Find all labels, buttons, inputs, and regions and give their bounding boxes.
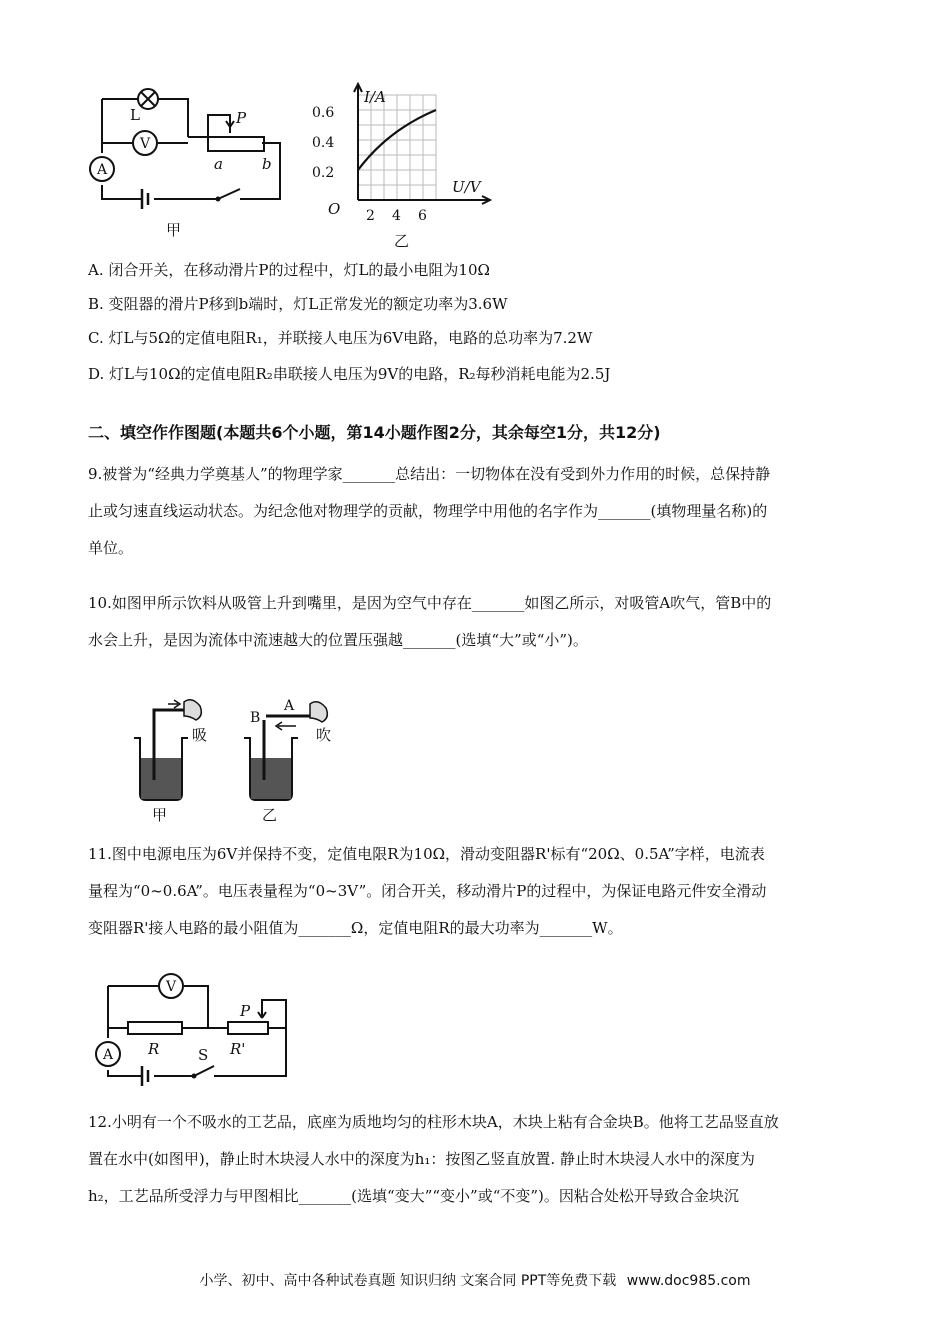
q10-line-1: 10.如图甲所示饮料从吸管上升到嘴里，是因为空气中存在_______如图乙所示，对吸管A吹气，管B中的 <box>88 594 772 612</box>
switch-label: S <box>198 1046 209 1064</box>
caption-yi-2: 乙 <box>262 806 278 824</box>
q12-line-3: h₂，工艺品所受浮力与甲图相比_______(选填“变大”“变小”或“不变”)。因粘合处松开导致合金块沉 <box>88 1187 739 1205</box>
footer-text: 小学、初中、高中各种试卷真题 知识归纳 文案合同 PPT等免费下载 <box>199 1273 617 1289</box>
svg-text:V: V <box>165 979 177 995</box>
graph-ylabel: I/A <box>364 88 386 106</box>
q11-line-2: 量程为“0~0.6A”。电压表量程为“0~3V”。闭合开关，移动滑片P的过程中，为保证电路元件安全滑动 <box>88 882 767 900</box>
end-b-label: b <box>262 155 272 173</box>
ytick-0: 0.6 <box>312 105 335 121</box>
ytick-2: 0.2 <box>312 165 335 181</box>
q11-line-3: 变阻器R'接人电路的最小阻值为_______Ω，定值电阻R的最大功率为_______W。 <box>88 919 623 937</box>
blow-label: 吹 <box>316 726 332 744</box>
section-heading: 二、填空作作图题(本题共6个小题，第14小题作图2分，其余每空1分，共12分) <box>88 423 661 442</box>
voltmeter-icon <box>133 131 157 155</box>
svg-text:A: A <box>102 1047 114 1063</box>
caption-yi: 乙 <box>394 232 410 250</box>
ammeter-icon <box>90 157 114 181</box>
xtick-2: 6 <box>418 208 427 224</box>
xtick-1: 4 <box>392 208 401 224</box>
q10-line-2: 水会上升，是因为流体中流速越大的位置压强越_______(选填“大”或“小”)。 <box>88 631 588 649</box>
q12-line-1: 12.小明有一个不吸水的工艺品，底座为质地均匀的柱形木块A，木块上粘有合金块B。他将工艺品竖直放 <box>88 1113 779 1131</box>
circuit-diagram-q11 <box>90 972 300 1087</box>
q9-line-2: 止或匀速直线运动状态。为纪念他对物理学的贡献，物理学中用他的名字作为_______(填物理量名称)的 <box>88 502 768 520</box>
option-c: C. 灯L与5Ω的定值电阻R₁，并联接人电压为6V电路，电路的总功率为7.2W <box>88 329 593 347</box>
lamp-label: L <box>130 106 140 124</box>
resistor-label: R <box>148 1040 160 1058</box>
voltmeter-icon-q11 <box>159 974 183 998</box>
svg-text:V: V <box>139 136 151 152</box>
ammeter-icon-q11 <box>96 1042 120 1066</box>
option-b: B. 变阻器的滑片P移到b端时，灯L正常发光的额定功率为3.6W <box>88 295 508 313</box>
q9-line-3: 单位。 <box>88 539 134 557</box>
lamp-icon <box>138 89 158 109</box>
caption-jia: 甲 <box>166 221 182 239</box>
end-a-label: a <box>214 155 223 173</box>
svg-text:A: A <box>96 162 108 178</box>
straw-figure <box>120 690 340 825</box>
suck-label: 吸 <box>192 726 208 744</box>
iu-graph-yi <box>310 80 510 250</box>
q9-line-1: 9.被誉为“经典力学奠基人”的物理学家_______总结出：一切物体在没有受到外力作用的时候，总保持静 <box>88 465 771 483</box>
q11-line-1: 11.图中电源电压为6V并保持不变，定值电限R为10Ω，滑动变阻器R'标有“20Ω、0.5A”字样，电流表 <box>88 845 765 863</box>
rheostat-label: R' <box>230 1040 246 1058</box>
circuit-diagram-jia <box>90 85 290 239</box>
tube-b-label: B <box>250 710 261 726</box>
beaker-jia <box>134 700 201 800</box>
q12-line-2: 置在水中(如图甲)，静止时木块浸人水中的深度为h₁：按图乙竖直放置. 静止时木块浸人水中的深度为 <box>88 1150 755 1168</box>
xtick-0: 2 <box>366 208 375 224</box>
option-d: D. 灯L与10Ω的定值电阻R₂串联接人电压为9V的电路，R₂每秒消耗电能为2.5J <box>88 365 611 383</box>
ytick-1: 0.4 <box>312 135 335 151</box>
slider-label: P <box>236 109 247 127</box>
graph-origin: O <box>328 200 341 218</box>
footer-site[interactable]: www.doc985.com <box>626 1273 751 1289</box>
page-footer <box>0 1270 950 1290</box>
graph-xlabel: U/V <box>452 178 481 196</box>
slider-label-q11: P <box>240 1002 251 1020</box>
caption-jia-2: 甲 <box>152 806 168 824</box>
option-a: A. 闭合开关，在移动滑片P的过程中，灯L的最小电阻为10Ω <box>88 261 490 279</box>
tube-a-label: A <box>284 698 295 714</box>
